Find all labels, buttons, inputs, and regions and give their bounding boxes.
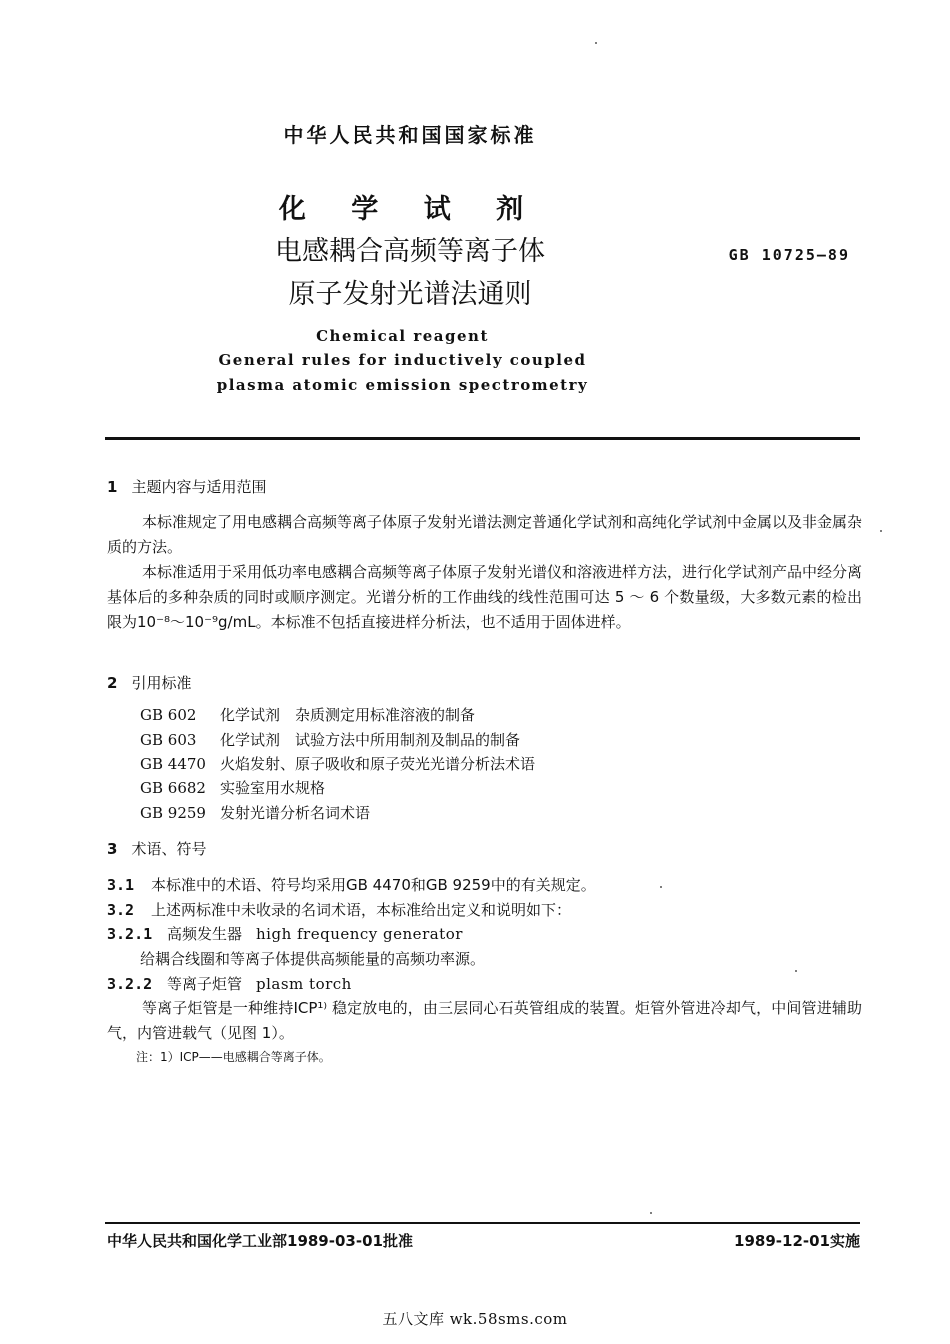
title-en-line-1: Chemical reagent [316, 327, 489, 345]
scan-speck [650, 1212, 652, 1214]
clause-text: 上述两标准中未收录的名词术语，本标准给出定义和说明如下： [151, 901, 572, 919]
reference-code: GB 9259 [140, 804, 206, 822]
term-cn: 高频发生器 [167, 925, 243, 943]
term-en: plasm torch [256, 975, 352, 993]
effective-date: 1989-12-01实施 [734, 1232, 860, 1250]
title-en-line-3: plasma atomic emission spectrometry [216, 376, 589, 394]
clause-number: 3.1 [107, 876, 135, 894]
term-en: high frequency generator [256, 925, 463, 943]
title-cn-line-3: 原子发射光谱法通则 [288, 279, 532, 310]
section-1-number: 1 [107, 478, 118, 496]
term-cn: 等离子炬管 [167, 975, 243, 993]
scan-speck [880, 530, 882, 532]
footer-divider [105, 1222, 860, 1224]
standard-code: GB 10725—89 [728, 246, 850, 264]
section-1-paragraph-1: 本标准规定了用电感耦合高频等离子体原子发射光谱法测定普通化学试剂和高纯化学试剂中金属以及非金属杂质的方法。 [107, 513, 863, 556]
scan-speck [595, 42, 597, 44]
section-2-heading [107, 672, 191, 693]
reference-title: 火焰发射、原子吸收和原子荧光光谱分析法术语 [220, 755, 536, 773]
section-1-heading [107, 476, 266, 497]
section-2-title: 引用标准 [131, 674, 192, 692]
header-divider [105, 437, 860, 440]
reference-item [140, 802, 370, 823]
section-3-number: 3 [107, 840, 118, 858]
title-cn-line-2: 电感耦合高频等离子体 [275, 236, 545, 267]
section-3-title: 术语、符号 [131, 840, 207, 858]
title-cn-line-1: 化 学 试 剂 [278, 194, 542, 225]
section-1-paragraph-2: 本标准适用于采用低功率电感耦合高频等离子体原子发射光谱仪和溶液进样方法，进行化学试剂产品中经分离基体后的多种杂质的同时或顺序测定。光谱分析的工作曲线的线性范围可达 5 ～ 6 个数量级，大多数元素的检出限为10⁻⁸～10⁻⁹g/mL。本标准不包括直接进样分析法，也不适用于固体进样。 [107, 563, 863, 631]
clause-3-2 [107, 899, 571, 920]
clause-3-2-1 [107, 923, 463, 944]
reference-code: GB 6682 [140, 779, 206, 797]
scan-speck [660, 886, 662, 888]
reference-title: 发射光谱分析名词术语 [220, 804, 371, 822]
clause-number: 3.2.1 [107, 925, 153, 943]
reference-title: 化学试剂 杂质测定用标准溶液的制备 [220, 706, 476, 724]
section-1-title: 主题内容与适用范围 [131, 478, 267, 496]
scan-speck [795, 970, 797, 972]
approval-line: 中华人民共和国化学工业部1989-03-01批准 [107, 1232, 413, 1250]
reference-title: 化学试剂 试验方法中所用制剂及制品的制备 [220, 731, 521, 749]
reference-item [140, 753, 535, 774]
clause-3-1 [107, 874, 596, 895]
footnote: 注：1）ICP——电感耦合等离子体。 [136, 1050, 331, 1064]
reference-item [140, 704, 475, 725]
reference-code: GB 603 [140, 731, 197, 749]
section-2-number: 2 [107, 674, 118, 692]
reference-item [140, 777, 325, 798]
watermark-text: 五八文库 wk.58sms.com [382, 1310, 568, 1328]
clause-number: 3.2.2 [107, 975, 153, 993]
clause-number: 3.2 [107, 901, 135, 919]
reference-item [140, 729, 520, 750]
reference-title: 实验室用水规格 [220, 779, 326, 797]
clause-3-2-1-definition: 给耦合线圈和等离子体提供高频能量的高频功率源。 [140, 950, 486, 968]
reference-code: GB 4470 [140, 755, 206, 773]
clause-3-2-2-definition: 等离子炬管是一种维持ICP¹⁾ 稳定放电的，由三层同心石英管组成的装置。炬管外管进冷却气，中间管进辅助气，内管进载气（见图 1）。 [107, 999, 862, 1042]
section-3-heading [107, 838, 206, 859]
clause-3-2-2 [107, 973, 352, 994]
title-en-line-2: General rules for inductively coupled [218, 351, 587, 369]
clause-text: 本标准中的术语、符号均采用GB 4470和GB 9259中的有关规定。 [151, 876, 596, 894]
country-standard-heading: 中华人民共和国国家标准 [283, 123, 537, 147]
reference-code: GB 602 [140, 706, 197, 724]
